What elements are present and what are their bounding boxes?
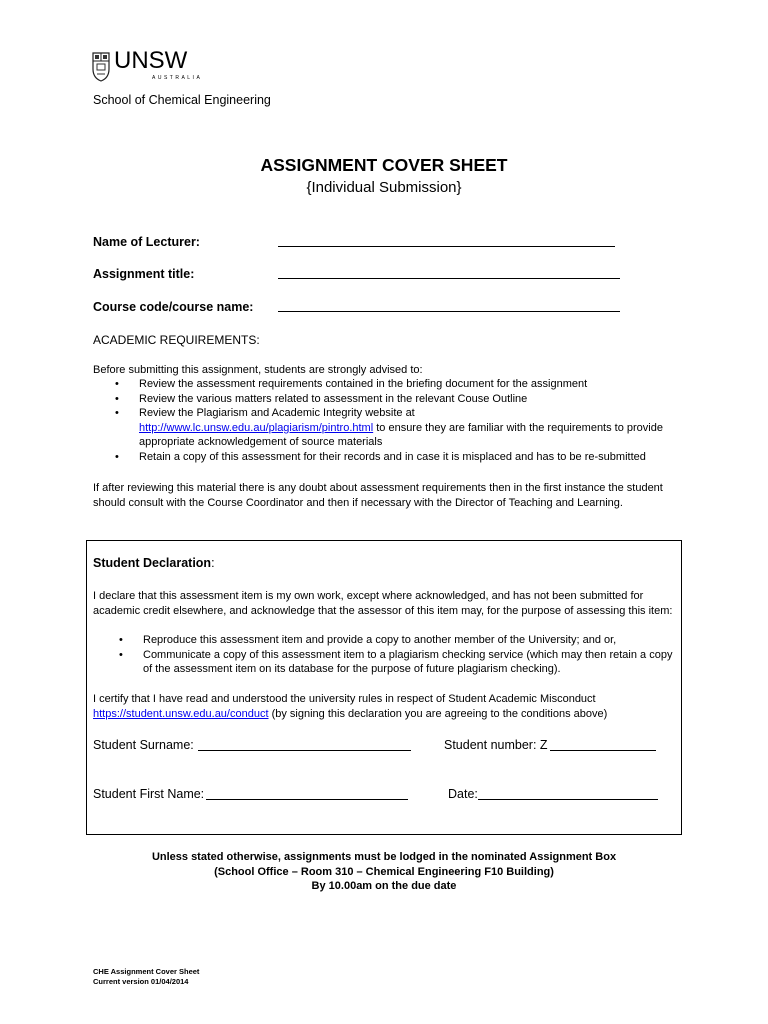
list-item: • Review the various matters related to assessment in the relevant Couse Outline [115,392,528,405]
unsw-logo [92,47,216,86]
certify-paragraph: I certify that I have read and understood the university rules in respect of Student Academic Misconduct https://student.unsw.edu.au/conduct (by signing this declaration you are agreeing to the conditions above) [93,693,608,720]
declaration-title: Student Declaration: [93,556,215,570]
document-title: ASSIGNMENT COVER SHEET [260,155,508,175]
plagiarism-link[interactable]: http://www.lc.unsw.edu.au/plagiarism/pintro.html [139,421,374,434]
list-item: • Reproduce this assessment item and provide a copy to another member of the University; and or, [119,634,617,646]
list-item: • Review the Plagiarism and Academic Integrity website at http://www.lc.unsw.edu.au/plagiarism/pintro.html to ensure they are familiar with the requirements to provide appropriate acknowledgement of source materials [115,407,663,449]
list-item: • Retain a copy of this assessment for their records and in case it is misplaced and has to be re-submitted [115,450,646,463]
surname-field[interactable] [198,750,411,751]
requirements-list [93,377,683,465]
document-subtitle: {Individual Submission} [306,179,462,196]
lecturer-label: Name of Lecturer: [93,235,200,249]
student-number-field[interactable] [550,750,656,751]
student-number-label: Student number: Z [444,738,548,752]
unsw-crest-icon [92,52,110,82]
lecturer-field[interactable] [278,246,615,247]
list-item: • Communicate a copy of this assessment item to a plagiarism checking service (which may then retain a copy of the assessment item on its database for the purpose of future plagiarism checking). [119,648,673,676]
academic-requirements-heading: ACADEMIC REQUIREMENTS: [93,333,260,347]
declaration-list [93,633,677,677]
conduct-link[interactable]: https://student.unsw.edu.au/conduct [93,707,269,720]
declaration-paragraph: I declare that this assessment item is my own work, except where acknowledged, and has not been submitted for academic credit elsewhere, and acknowledge that the assessor of this item may, for the purpose of assessing this item: [93,590,673,617]
first-name-field[interactable] [206,799,408,800]
guidance-paragraph: If after reviewing this material there is any doubt about assessment requirements then in the first instance the student should consult with the Course Coordinator and then if necessary with the Director of Teaching and Learning. [93,482,663,509]
course-label: Course code/course name: [93,300,254,314]
assignment-title-field[interactable] [278,278,620,279]
logo-subtext: AUSTRALIA [152,75,203,81]
date-label: Date: [448,787,478,801]
school-name: School of Chemical Engineering [93,93,271,107]
document-name: CHE Assignment Cover Sheet [93,967,200,976]
list-item: • Review the assessment requirements contained in the briefing document for the assignment [115,378,588,390]
logo-wordmark: UNSW [114,47,188,74]
course-field[interactable] [278,311,620,312]
document-version: Current version 01/04/2014 [93,977,189,986]
surname-label: Student Surname: [93,738,194,752]
date-field[interactable] [478,799,658,800]
lodgement-notice: Unless stated otherwise, assignments must be lodged in the nominated Assignment Box (School Office – Room 310 – Chemical Engineering F10 Building) By 10.00am on the due date [151,851,617,893]
assignment-title-label: Assignment title: [93,267,195,281]
first-name-label: Student First Name: [93,787,205,801]
academic-intro: Before submitting this assignment, students are strongly advised to: [93,364,423,376]
